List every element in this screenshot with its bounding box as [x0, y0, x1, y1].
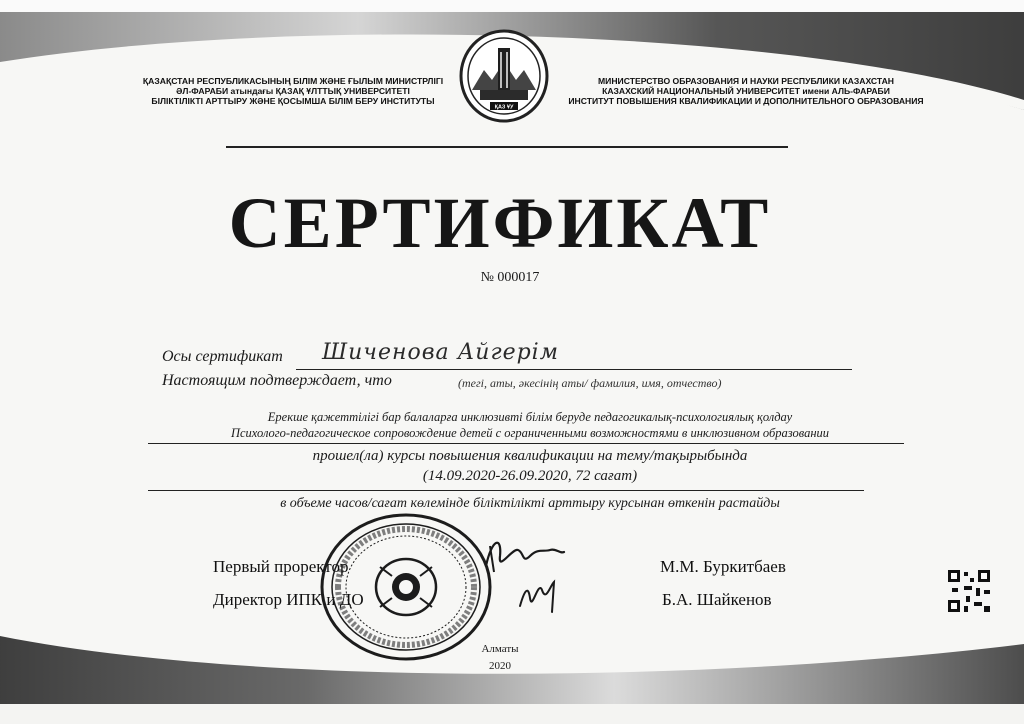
signatory-name-1: М.М. Буркитбаев — [660, 557, 786, 576]
certificate-number: № 000017 — [480, 270, 540, 285]
course-topic-ru: Психолого-педагогическое сопровождение детей с ограниченными возможностями в инклюзивном образовании — [230, 426, 830, 440]
recipient-label-ru: Настоящим подтверждает, что — [162, 372, 392, 389]
course-volume-line: в объеме часов/сағат көлемінде біліктілікті арттыру курсынан өткенін растайды — [280, 496, 780, 511]
header-left-line-2: ӘЛ-ФАРАБИ атындағы ҚАЗАҚ ҰЛТТЫҚ УНИВЕРСИТЕТІ — [176, 86, 410, 96]
issue-year: 2020 — [489, 660, 511, 672]
header-left-line-3: БІЛІКТІЛІКТІ АРТТЫРУ ЖӘНЕ ҚОСЫМША БІЛІМ БЕРУ ИНСТИТУТЫ — [151, 96, 435, 106]
signature-2-image — [510, 572, 570, 620]
recipient-name-hint: (тегі, аты, әкесінің аты/ фамилия, имя, отчество) — [458, 376, 722, 390]
official-stamp-seal — [318, 512, 494, 662]
header-right-line-3: ИНСТИТУТ ПОВЫШЕНИЯ КВАЛИФИКАЦИИ И ДОПОЛНИТЕЛЬНОГО ОБРАЗОВАНИЯ — [568, 96, 924, 106]
university-emblem-logo — [458, 28, 550, 124]
course-topic-kz: Ерекше қажеттілігі бар балаларға инклюзивті білім беруде педагогикалық-психологиялық қолдау — [267, 410, 793, 424]
certificate-title: СЕРТИФИКАТ — [228, 183, 772, 263]
dates-underline — [148, 490, 864, 491]
header-divider — [226, 146, 788, 148]
emblem-badge-text: ҚАЗ ҰУ — [494, 104, 514, 111]
signatory-role-1: Первый проректор — [213, 557, 349, 576]
signatory-name-2: Б.А. Шайкенов — [662, 590, 772, 609]
course-dates: (14.09.2020-26.09.2020, 72 сағат) — [422, 468, 638, 484]
qr-code — [948, 570, 990, 612]
course-passed-line: прошел(ла) курсы повышения квалификации на тему/тақырыбында — [312, 448, 748, 464]
signatory-role-2: Директор ИПК и ДО — [213, 590, 364, 609]
header-left-line-1: ҚАЗАҚСТАН РЕСПУБЛИКАСЫНЫҢ БІЛІМ ЖӘНЕ ҒЫЛЫМ МИНИСТРЛІГІ — [142, 76, 444, 86]
recipient-name-handwritten: Шиченова Айгерім — [322, 340, 559, 365]
recipient-label-kz: Осы сертификат — [162, 348, 283, 365]
recipient-name-underline — [296, 369, 852, 370]
header-right-ru — [556, 76, 936, 106]
header-right-line-2: КАЗАХСКИЙ НАЦИОНАЛЬНЫЙ УНИВЕРСИТЕТ имени АЛЬ-ФАРАБИ — [602, 86, 890, 96]
header-left-kz — [138, 76, 448, 106]
issue-city: Алматы — [481, 643, 519, 655]
header-right-line-1: МИНИСТЕРСТВО ОБРАЗОВАНИЯ И НАУКИ РЕСПУБЛИКИ КАЗАХСТАН — [598, 76, 894, 86]
topic-underline — [148, 443, 904, 444]
